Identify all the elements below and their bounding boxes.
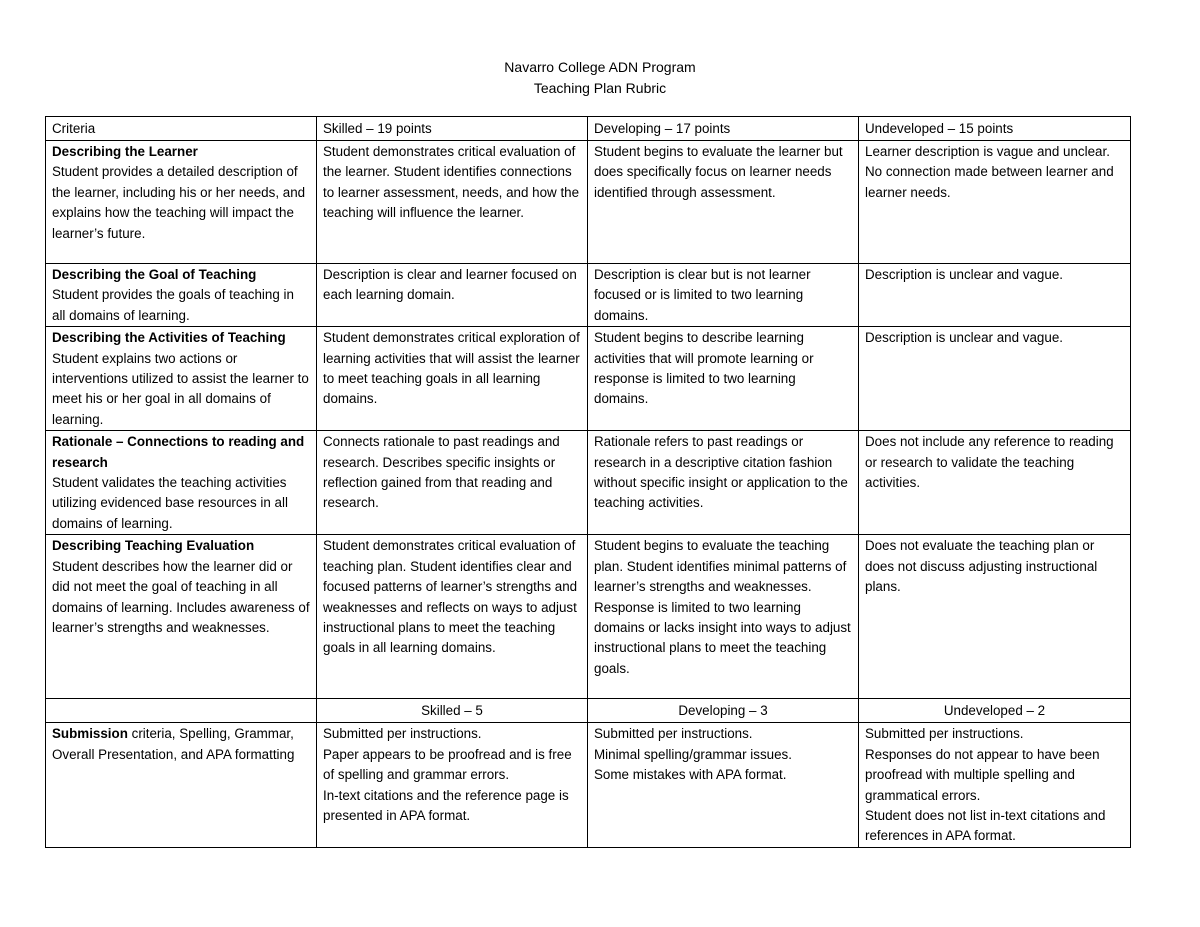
column-header: Skilled – 19 points xyxy=(317,117,588,141)
criteria-cell xyxy=(46,264,317,327)
document-title: Navarro College ADN Program xyxy=(504,59,696,75)
submission-row xyxy=(46,723,1131,847)
skilled-cell xyxy=(317,723,588,847)
table-row xyxy=(46,327,1131,431)
cell-line: Paper appears to be proofread and is free of spelling and grammar errors. xyxy=(323,746,572,783)
subheader-cell xyxy=(46,699,317,723)
points-subheader-row xyxy=(46,699,1131,723)
criteria-title: Describing the Learner xyxy=(52,144,198,159)
subheader-cell: Skilled – 5 xyxy=(317,699,588,723)
column-header: Criteria xyxy=(46,117,317,141)
cell-line: Submitted per instructions. xyxy=(594,726,753,742)
undeveloped-cell: Description is unclear and vague. xyxy=(859,327,1131,431)
criteria-cell xyxy=(46,327,317,431)
criteria-description: Student validates the teaching activities utilizing evidenced base resources in all domains of learning. xyxy=(52,475,288,531)
table-row xyxy=(46,264,1131,327)
skilled-cell: Connects rationale to past readings and research. Describes specific insights or reflection gained from that reading and research. xyxy=(317,431,588,535)
cell-line: Submitted per instructions. xyxy=(865,726,1024,742)
undeveloped-cell xyxy=(859,723,1131,847)
cell-line: Some mistakes with APA format. xyxy=(594,767,787,783)
criteria-cell xyxy=(46,723,317,847)
criteria-title: Describing Teaching Evaluation xyxy=(52,538,255,554)
table-row xyxy=(46,535,1131,699)
table-row xyxy=(46,141,1131,264)
table-row xyxy=(46,431,1131,535)
subheader-cell: Developing – 3 xyxy=(588,699,859,723)
developing-cell: Student begins to evaluate the learner but does specifically focus on learner needs identified through assessment. xyxy=(588,141,859,264)
criteria-description: Student provides the goals of teaching in all domains of learning. xyxy=(52,287,294,323)
criteria-cell xyxy=(46,535,317,699)
criteria-cell xyxy=(46,431,317,535)
criteria-description: Student describes how the learner did or did not meet the goal of teaching in all domains of learning. Includes awareness of learner’s strengths and weaknesses. xyxy=(52,558,310,635)
rubric-table xyxy=(45,116,1131,848)
cell-line: Responses do not appear to have been proofread with multiple spelling and grammatical errors. xyxy=(865,746,1100,803)
developing-cell: Student begins to evaluate the teaching plan. Student identifies minimal patterns of learner’s strengths and weaknesses. Response is limited to two learning domains or lacks insight into ways to adjust instructional plans to meet the teaching goals. xyxy=(588,535,859,699)
cell-line: In-text citations and the reference page is presented in APA format. xyxy=(323,787,569,823)
cell-line: Student does not list in-text citations and references in APA format. xyxy=(865,807,1106,844)
skilled-cell: Student demonstrates critical evaluation of the learner. Student identifies connections to learner assessment, needs, and how the teaching will influence the learner. xyxy=(317,141,588,264)
skilled-cell: Student demonstrates critical exploration of learning activities that will assist the learner to meet teaching goals in all learning domains. xyxy=(317,327,588,431)
developing-cell xyxy=(588,723,859,847)
criteria-title: Rationale – Connections to reading and research xyxy=(52,434,305,470)
undeveloped-cell: Does not evaluate the teaching plan or does not discuss adjusting instructional plans. xyxy=(859,535,1131,699)
column-header: Developing – 17 points xyxy=(588,117,859,141)
document-subtitle: Teaching Plan Rubric xyxy=(533,80,667,96)
undeveloped-cell: Learner description is vague and unclear. No connection made between learner and learner needs. xyxy=(859,141,1131,264)
subheader-cell: Undeveloped – 2 xyxy=(859,699,1131,723)
undeveloped-cell: Description is unclear and vague. xyxy=(859,264,1131,327)
criteria-description: Student explains two actions or interventions utilized to assist the learner to meet his or her goal in all domains of learning. xyxy=(52,350,309,427)
cell-line: Minimal spelling/grammar issues. xyxy=(594,746,792,762)
submission-title: Submission xyxy=(52,726,128,742)
cell-line: Submitted per instructions. xyxy=(323,726,482,742)
table-header-row xyxy=(46,117,1131,141)
criteria-title: Describing the Goal of Teaching xyxy=(52,267,257,282)
criteria-cell xyxy=(46,141,317,264)
developing-cell: Student begins to describe learning activities that will promote learning or response is limited to two learning domains. xyxy=(588,327,859,431)
criteria-description: Student provides a detailed description of the learner, including his or her needs, and explains how the teaching will impact the learner’s future. xyxy=(52,164,306,241)
submission-description: criteria, Spelling, Grammar, Overall Presentation, and APA formatting xyxy=(52,726,295,762)
skilled-cell: Student demonstrates critical evaluation of teaching plan. Student identifies clear and focused patterns of learner’s strengths and weaknesses and reflects on ways to adjust instructional plans to meet the teaching goals in all learning domains. xyxy=(317,535,588,699)
column-header: Undeveloped – 15 points xyxy=(859,117,1131,141)
skilled-cell: Description is clear and learner focused on each learning domain. xyxy=(317,264,588,327)
developing-cell: Description is clear but is not learner focused or is limited to two learning domains. xyxy=(588,264,859,327)
undeveloped-cell: Does not include any reference to reading or research to validate the teaching activities. xyxy=(859,431,1131,535)
developing-cell: Rationale refers to past readings or research in a descriptive citation fashion without specific insight or application to the teaching activities. xyxy=(588,431,859,535)
criteria-title: Describing the Activities of Teaching xyxy=(52,330,286,346)
